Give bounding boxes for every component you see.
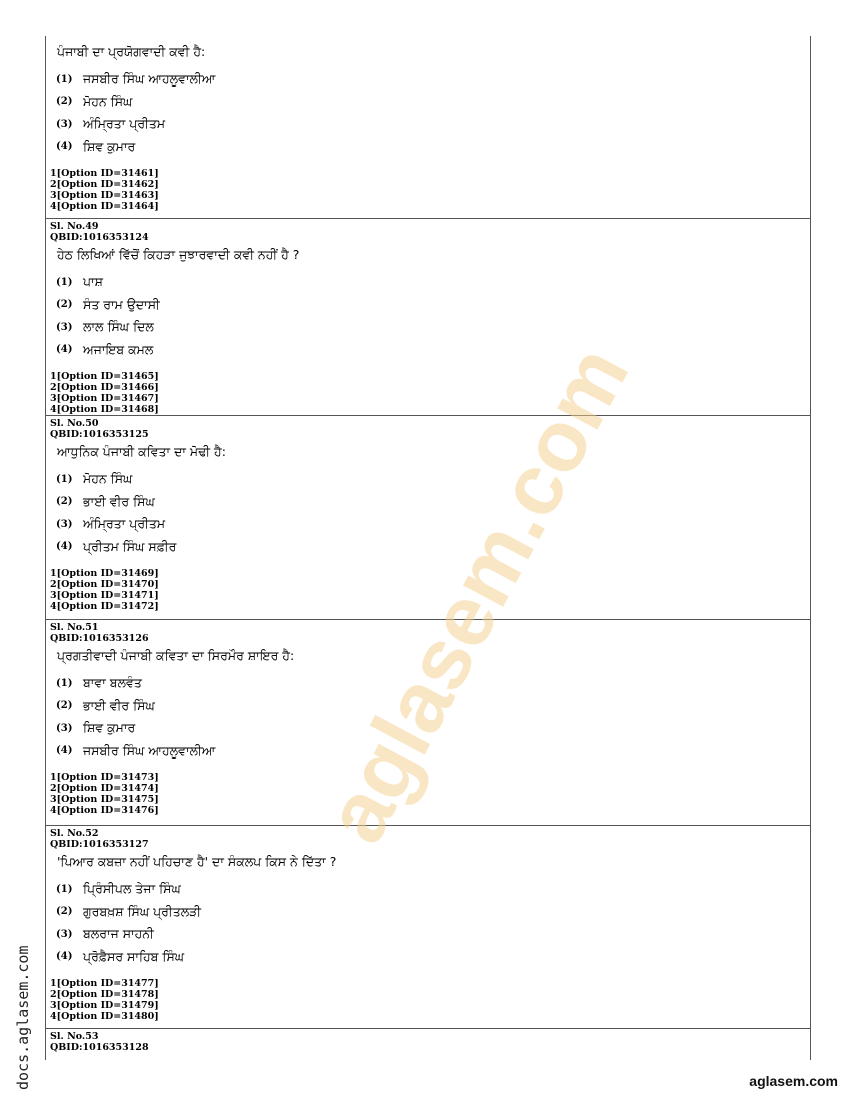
option-number: (2): [56, 700, 73, 712]
option-4: [50, 536, 805, 559]
question-block-48: [46, 36, 810, 219]
option-4: [50, 740, 805, 763]
option-number: (3): [56, 321, 73, 333]
option-2: [50, 91, 805, 114]
option-number: (1): [56, 883, 73, 895]
option-1: [50, 672, 805, 695]
option-number: (2): [56, 496, 73, 508]
qbid: QBID:1016353125: [50, 429, 149, 440]
question-block-49: [46, 219, 810, 416]
option-number: (1): [56, 276, 73, 288]
question-text: ਪ੍ਰਗਤੀਵਾਦੀ ਪੰਜਾਬੀ ਕਵਿਤਾ ਦਾ ਸਿਰਮੌਰ ਸ਼ਾਇਰ ਹੈ:: [57, 648, 295, 663]
qbid: QBID:1016353126: [50, 633, 149, 644]
option-number: (4): [56, 745, 73, 757]
option-id: 2[Option ID=31474]: [50, 783, 159, 794]
option-id: 3[Option ID=31471]: [50, 590, 159, 601]
option-3: [50, 513, 805, 536]
option-number: (3): [56, 928, 73, 940]
question-block-51: [46, 620, 810, 826]
option-number: (1): [56, 473, 73, 485]
option-number: (3): [56, 518, 73, 530]
option-text: ਜਸਬੀਰ ਸਿੰਘ ਆਹਲੂਵਾਲੀਆ: [83, 71, 216, 87]
serial-number: Sl. No.49: [50, 221, 99, 232]
footer-brand: aglasem.com: [749, 1073, 838, 1089]
option-number: (4): [56, 541, 73, 553]
option-text: ਅੰਮ੍ਰਿਤਾ ਪ੍ਰੀਤਮ: [83, 116, 166, 132]
option-ids: [50, 168, 805, 212]
serial-number: Sl. No.51: [50, 622, 99, 633]
option-ids: [50, 978, 805, 1022]
option-text: ਸ਼ਿਵ ਕੁਮਾਰ: [83, 138, 136, 154]
option-text: ਲਾਲ ਸਿੰਘ ਦਿਲ: [83, 319, 154, 335]
option-text: ਮੋਹਨ ਸਿੰਘ: [83, 93, 133, 109]
serial-number: Sl. No.50: [50, 418, 99, 429]
option-id: 3[Option ID=31463]: [50, 190, 159, 201]
watermark: aglasem.com: [306, 331, 648, 858]
option-ids: [50, 772, 805, 816]
qbid: QBID:1016353128: [50, 1042, 149, 1053]
option-number: (1): [56, 73, 73, 85]
option-3: [50, 923, 805, 946]
option-id: 4[Option ID=31476]: [50, 805, 159, 816]
question-text: ਆਧੁਨਿਕ ਪੰਜਾਬੀ ਕਵਿਤਾ ਦਾ ਮੋਢੀ ਹੈ:: [57, 444, 226, 459]
option-id: 1[Option ID=31461]: [50, 168, 159, 179]
option-1: [50, 68, 805, 91]
option-id: 1[Option ID=31473]: [50, 772, 159, 783]
option-ids: [50, 371, 805, 415]
option-id: 4[Option ID=31464]: [50, 201, 159, 212]
option-id: 4[Option ID=31480]: [50, 1011, 159, 1022]
option-id: 2[Option ID=31462]: [50, 179, 159, 190]
option-id: 3[Option ID=31467]: [50, 393, 159, 404]
option-text: ਪ੍ਰਿੰਸੀਪਲ ਤੇਜਾ ਸਿੰਘ: [83, 881, 181, 897]
option-1: [50, 878, 805, 901]
option-4: [50, 946, 805, 969]
option-text: ਅਜਾਇਬ ਕਮਲ: [83, 341, 154, 357]
option-id: 3[Option ID=31479]: [50, 1000, 159, 1011]
option-id: 1[Option ID=31465]: [50, 371, 159, 382]
question-text: ਪੰਜਾਬੀ ਦਾ ਪ੍ਰਯੋਗਵਾਦੀ ਕਵੀ ਹੈ:: [57, 44, 206, 59]
question-block-53: [46, 1029, 810, 1055]
option-4: [50, 339, 805, 362]
option-1: [50, 468, 805, 491]
option-text: ਬਾਵਾ ਬਲਵੰਤ: [83, 675, 142, 691]
qbid: QBID:1016353127: [50, 839, 149, 850]
option-number: (2): [56, 96, 73, 108]
option-text: ਬਲਰਾਜ ਸਾਹਨੀ: [83, 926, 154, 942]
option-text: ਸੰਤ ਰਾਮ ਉਦਾਸੀ: [83, 296, 160, 312]
option-3: [50, 316, 805, 339]
option-number: (2): [56, 299, 73, 311]
question-block-50: [46, 416, 810, 620]
question-paper: [45, 36, 811, 1060]
option-ids: [50, 568, 805, 612]
option-id: 1[Option ID=31477]: [50, 978, 159, 989]
option-text: ਭਾਈ ਵੀਰ ਸਿੰਘ: [83, 697, 155, 713]
option-text: ਪ੍ਰੀਤਮ ਸਿੰਘ ਸਫ਼ੀਰ: [83, 538, 177, 554]
option-1: [50, 271, 805, 294]
option-number: (4): [56, 141, 73, 153]
option-2: [50, 695, 805, 718]
option-2: [50, 901, 805, 924]
option-text: ਜਸਬੀਰ ਸਿੰਘ ਆਹਲੂਵਾਲੀਆ: [83, 742, 216, 758]
option-id: 4[Option ID=31468]: [50, 404, 159, 415]
option-2: [50, 294, 805, 317]
option-number: (3): [56, 722, 73, 734]
option-number: (4): [56, 951, 73, 963]
option-text: ਅੰਮ੍ਰਿਤਾ ਪ੍ਰੀਤਮ: [83, 516, 166, 532]
option-text: ਗੁਰਬਖ਼ਸ਼ ਸਿੰਘ ਪ੍ਰੀਤਲੜੀ: [83, 903, 202, 919]
option-3: [50, 717, 805, 740]
option-text: ਭਾਈ ਵੀਰ ਸਿੰਘ: [83, 493, 155, 509]
option-id: 1[Option ID=31469]: [50, 568, 159, 579]
serial-number: Sl. No.52: [50, 828, 99, 839]
option-id: 2[Option ID=31478]: [50, 989, 159, 1000]
question-block-52: [46, 826, 810, 1029]
option-id: 2[Option ID=31470]: [50, 579, 159, 590]
option-id: 2[Option ID=31466]: [50, 382, 159, 393]
question-text: 'ਪਿਆਰ ਕਬਜ਼ਾ ਨਹੀਂ ਪਹਿਚਾਣ ਹੈ' ਦਾ ਸੰਕਲਪ ਕਿਸ ਨੇ ਦਿੱਤਾ ?: [57, 854, 337, 869]
option-text: ਸ਼ਿਵ ਕੁਮਾਰ: [83, 720, 136, 736]
option-number: (4): [56, 344, 73, 356]
side-url: docs.aglasem.com: [14, 945, 32, 1090]
option-number: (2): [56, 906, 73, 918]
question-text: ਹੇਠ ਲਿਖਿਆਂ ਵਿੱਚੋਂ ਕਿਹੜਾ ਜੁਝਾਰਵਾਦੀ ਕਵੀ ਨਹੀਂ ਹੈ ?: [57, 247, 300, 262]
option-id: 4[Option ID=31472]: [50, 601, 159, 612]
option-text: ਪ੍ਰੋਫ਼ੈਸਰ ਸਾਹਿਬ ਸਿੰਘ: [83, 948, 185, 964]
option-number: (3): [56, 118, 73, 130]
option-text: ਪਾਸ਼: [83, 274, 103, 290]
option-text: ਮੋਹਨ ਸਿੰਘ: [83, 471, 133, 487]
qbid: QBID:1016353124: [50, 232, 149, 243]
option-number: (1): [56, 677, 73, 689]
option-3: [50, 113, 805, 136]
option-4: [50, 136, 805, 159]
serial-number: Sl. No.53: [50, 1031, 99, 1042]
option-2: [50, 491, 805, 514]
option-id: 3[Option ID=31475]: [50, 794, 159, 805]
